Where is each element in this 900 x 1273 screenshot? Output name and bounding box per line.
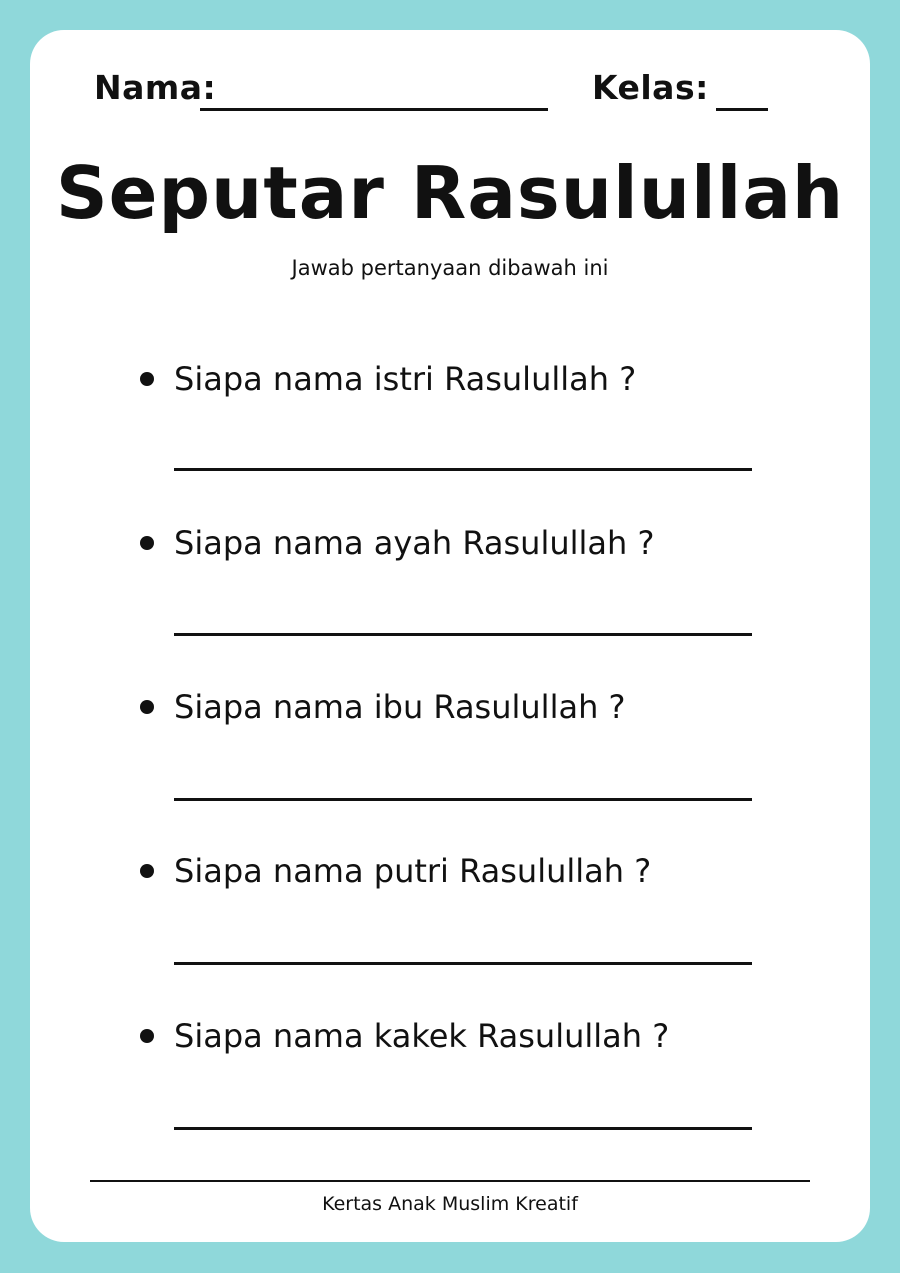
bullet-icon	[140, 1029, 154, 1043]
question-text: Siapa nama ayah Rasulullah ?	[174, 524, 655, 562]
bullet-icon	[140, 864, 154, 878]
instruction-subtitle: Jawab pertanyaan dibawah ini	[291, 256, 609, 280]
name-write-line[interactable]	[200, 108, 548, 111]
question-text: Siapa nama ibu Rasulullah ?	[174, 688, 626, 726]
footer-divider	[90, 1180, 810, 1182]
bullet-icon	[140, 536, 154, 550]
question-item	[140, 684, 626, 730]
page-title: Seputar Rasulullah	[55, 151, 845, 235]
answer-line[interactable]	[174, 468, 752, 471]
answer-line[interactable]	[174, 962, 752, 965]
answer-line[interactable]	[174, 633, 752, 636]
question-text: Siapa nama putri Rasulullah ?	[174, 852, 652, 890]
answer-line[interactable]	[174, 798, 752, 801]
question-item	[140, 520, 654, 566]
question-item	[140, 848, 651, 894]
bullet-icon	[140, 372, 154, 386]
footer-text: Kertas Anak Muslim Kreatif	[322, 1193, 578, 1215]
worksheet-page	[30, 30, 870, 1242]
class-label: Kelas:	[592, 68, 709, 107]
question-item	[140, 1013, 669, 1059]
class-write-line[interactable]	[716, 108, 768, 111]
answer-line[interactable]	[174, 1127, 752, 1130]
question-text: Siapa nama istri Rasulullah ?	[174, 360, 637, 398]
question-item	[140, 356, 636, 402]
name-label: Nama:	[94, 68, 217, 107]
bullet-icon	[140, 700, 154, 714]
question-text: Siapa nama kakek Rasulullah ?	[174, 1017, 670, 1055]
